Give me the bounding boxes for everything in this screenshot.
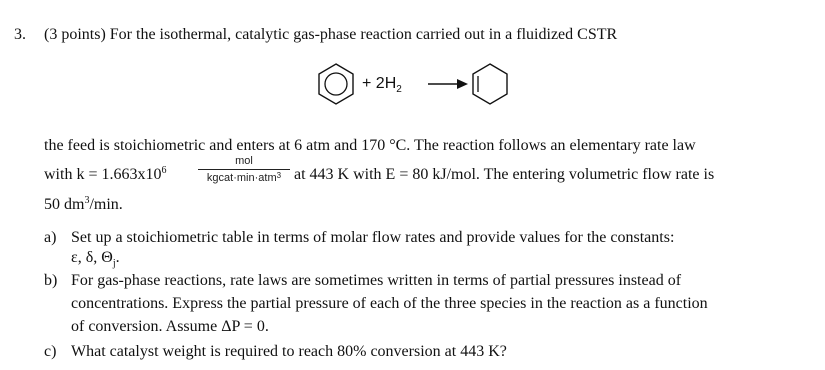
rate-constant-units (198, 155, 290, 185)
problem-number: 3. (14, 26, 26, 43)
part-b-line-2: concentrations. Express the partial pressure of each of the three species in the reaction as a function (71, 295, 708, 312)
part-a-line-1: Set up a stoichiometric table in terms of molar flow rates and provide values for the constants: (71, 229, 675, 246)
part-b-line-3: of conversion. Assume ΔP = 0. (71, 318, 269, 335)
problem-header: (3 points) For the isothermal, catalytic gas-phase reaction carried out in a fluidized CSTR (44, 26, 618, 43)
body-line-3: 50 $dm^3/\min$. (44, 195, 123, 213)
part-a-line-2: ε, δ, $\Theta_j$. (71, 249, 120, 270)
reaction-scheme (318, 62, 518, 106)
body-line-2a: with $k = 1.663x10^6$ (44, 165, 167, 183)
cyclohexene-structure (473, 64, 507, 104)
body-line-2b: at 443 K with E = 80 kJ/mol. The entering volumetric flow rate is (294, 166, 715, 183)
part-a-label: a) (44, 229, 57, 246)
body-line-1: the feed is stoichiometric and enters at 6 atm and 170 °C. The reaction follows an elementary rate law (44, 137, 696, 154)
part-b-line-1: For gas-phase reactions, rate laws are sometimes written in terms of partial pressures instead of (71, 272, 682, 289)
benzene-structure (319, 64, 353, 104)
units-denominator: kgcat·min·atm$^3$ (206, 171, 282, 184)
hydrogen-reactant: + $2H_2$ (362, 75, 402, 96)
part-c-line-1: What catalyst weight is required to reach 80% conversion at 443 K? (71, 343, 507, 360)
part-b-label: b) (44, 272, 58, 289)
fraction-bar (198, 169, 290, 170)
part-c-label: c) (44, 343, 57, 360)
units-numerator: mol (235, 155, 253, 167)
reaction-arrow (428, 79, 468, 89)
reaction-drawing (318, 62, 518, 106)
